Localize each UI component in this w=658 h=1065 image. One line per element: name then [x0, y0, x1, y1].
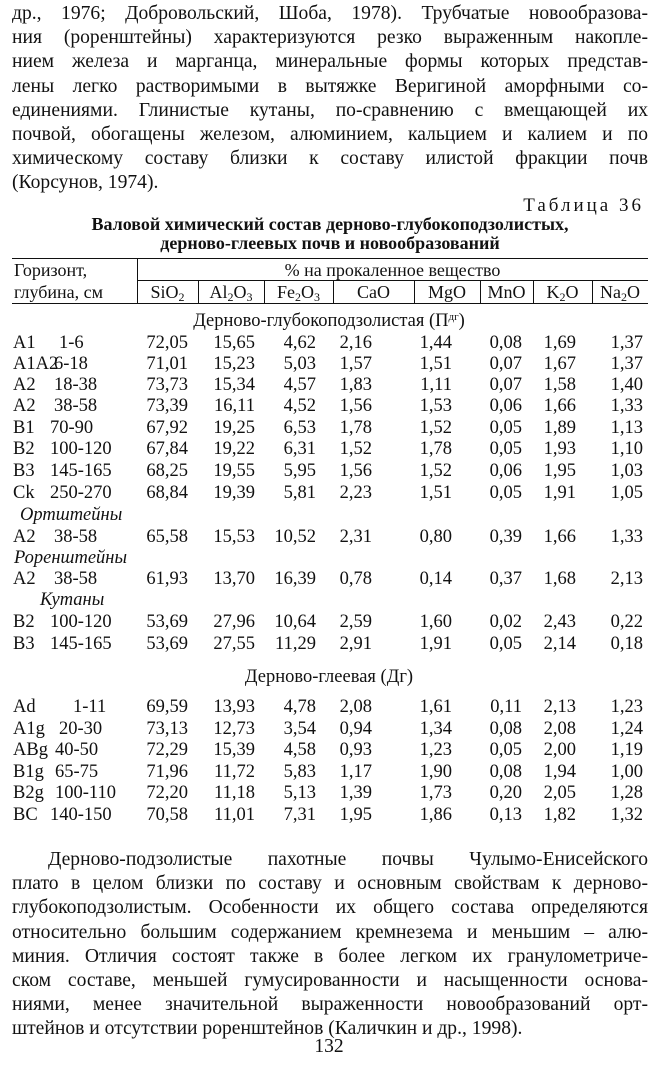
table-row — [0, 762, 658, 783]
value-cell: 16,11 — [214, 396, 255, 416]
horizon-name: ABg — [13, 740, 48, 760]
value-cell: 1,51 — [419, 354, 452, 374]
paragraph-line: нием железа и марганца, минеральные формы которых представ- — [12, 51, 648, 73]
value-cell: 72,20 — [146, 783, 188, 803]
value-cell: 10,64 — [274, 612, 316, 632]
horizon-depth: 145-165 — [50, 461, 112, 481]
paragraph-line: лены легко растворимыми в вытяжке Веригиной аморфными со- — [12, 75, 648, 97]
value-cell: 1,86 — [419, 805, 452, 825]
table-row — [0, 719, 658, 740]
horizon-depth: 100-110 — [55, 783, 116, 803]
value-cell: 5,83 — [283, 762, 316, 782]
value-cell: 15,23 — [213, 354, 255, 374]
value-cell: 68,84 — [146, 483, 188, 503]
value-cell: 1,39 — [339, 783, 372, 803]
value-cell: 19,25 — [213, 418, 255, 438]
paragraph-line: Дерново-подзолистые пахотные почвы Чулымо-Енисейского — [48, 849, 648, 870]
value-cell: 0,37 — [489, 569, 522, 589]
value-cell: 2,14 — [543, 634, 576, 654]
formula-subscript: 2 — [178, 290, 185, 304]
value-cell: 11,18 — [214, 783, 255, 803]
value-cell: 27,96 — [213, 612, 255, 632]
value-cell: 1,37 — [610, 333, 643, 353]
paragraph-line: плато в целом близки по составу и основным свойствам к дерново- — [12, 873, 648, 895]
value-cell: 1,95 — [339, 805, 372, 825]
value-cell: 1,89 — [543, 418, 576, 438]
formula-base: CaO — [357, 282, 390, 302]
value-cell: 61,93 — [146, 569, 188, 589]
formula-base: Al — [209, 282, 228, 302]
table-row — [0, 569, 658, 590]
value-cell: 73,13 — [146, 719, 188, 739]
horizon-name: A1 — [13, 333, 36, 353]
value-cell: 1,52 — [419, 461, 452, 481]
table-title-line-1: Валовой химический состав дерново-глубокоподзолистых, — [91, 214, 569, 234]
value-cell: 11,72 — [214, 762, 255, 782]
value-cell: 2,91 — [339, 634, 372, 654]
value-cell: 0,22 — [610, 612, 643, 632]
value-cell: 0,78 — [339, 569, 372, 589]
value-cell: 1,19 — [610, 740, 643, 760]
horizon-name: Ad — [13, 697, 36, 717]
table-row — [0, 805, 658, 826]
value-cell: 0,07 — [489, 354, 522, 374]
formula-base: SiO — [150, 282, 179, 302]
value-cell: 0,05 — [489, 634, 522, 654]
paragraph-line: ния (роренштейны) характеризуются резко выраженным накопле- — [12, 27, 648, 49]
soil-type-heading — [0, 667, 658, 688]
table-title-line-2: дерново-глеевых почв и новообразований — [160, 233, 500, 253]
formula-subscript: 2 — [559, 290, 566, 304]
value-cell: 12,73 — [213, 719, 255, 739]
header-horizon-line-1: Горизонт, — [14, 260, 88, 280]
horizon-depth: 145-165 — [50, 634, 112, 654]
formula-base: Fe — [277, 282, 295, 302]
value-cell: 0,18 — [610, 634, 643, 654]
value-cell: 0,14 — [419, 569, 452, 589]
value-cell: 6,31 — [283, 439, 316, 459]
horizon-depth: 6-18 — [54, 354, 88, 374]
header-percent-group: % на прокаленное вещество — [284, 260, 501, 280]
value-cell: 5,95 — [283, 461, 316, 481]
header-horizon-line-2: глубина, см — [14, 282, 104, 302]
value-cell: 2,16 — [339, 333, 372, 353]
formula-subscript: 3 — [314, 290, 320, 304]
table-row — [0, 527, 658, 548]
value-cell: 0,02 — [489, 612, 522, 632]
value-cell: 27,55 — [213, 634, 255, 654]
header-column-7 — [533, 282, 592, 302]
value-cell: 73,73 — [146, 375, 188, 395]
value-cell: 0,39 — [489, 527, 522, 547]
horizon-name: A2 — [13, 396, 36, 416]
value-cell: 2,59 — [339, 612, 372, 632]
value-cell: 0,05 — [489, 439, 522, 459]
horizon-depth: 65-75 — [55, 762, 99, 782]
value-cell: 72,05 — [146, 333, 188, 353]
value-cell: 1,83 — [339, 375, 372, 395]
value-cell: 1,53 — [419, 396, 452, 416]
value-cell: 2,13 — [543, 697, 576, 717]
value-cell: 1,68 — [543, 569, 576, 589]
horizon-depth: 1-6 — [59, 333, 84, 353]
value-cell: 67,84 — [146, 439, 188, 459]
value-cell: 0,80 — [419, 527, 452, 547]
value-cell: 1,57 — [339, 354, 372, 374]
value-cell: 2,23 — [339, 483, 372, 503]
horizon-depth: 20-30 — [59, 719, 103, 739]
header-bottom-rule — [12, 303, 648, 304]
horizon-depth: 100-120 — [50, 439, 112, 459]
horizon-name: A1g — [13, 719, 45, 739]
value-cell: 2,05 — [543, 783, 576, 803]
value-cell: 4,58 — [283, 740, 316, 760]
value-cell: 3,54 — [283, 719, 316, 739]
horizon-depth: 70-90 — [50, 418, 94, 438]
value-cell: 1,95 — [543, 461, 576, 481]
value-cell: 69,59 — [146, 697, 188, 717]
value-cell: 1,66 — [543, 396, 576, 416]
horizon-name: A2 — [13, 375, 36, 395]
value-cell: 0,06 — [489, 396, 522, 416]
horizon-name: B1g — [13, 762, 44, 782]
table-row — [0, 418, 658, 439]
horizon-name: B2g — [13, 783, 44, 803]
value-cell: 1,91 — [419, 634, 452, 654]
formula-base: Na — [600, 282, 621, 302]
value-cell: 11,01 — [214, 805, 255, 825]
value-cell: 0,08 — [489, 333, 522, 353]
horizon-depth: 18-38 — [54, 375, 98, 395]
value-cell: 15,53 — [213, 527, 255, 547]
value-cell: 71,01 — [146, 354, 188, 374]
horizon-depth: 250-270 — [50, 483, 112, 503]
value-cell: 13,70 — [213, 569, 255, 589]
value-cell: 1,67 — [543, 354, 576, 374]
formula-tail: O — [627, 282, 640, 302]
value-cell: 4,62 — [283, 333, 316, 353]
value-cell: 1,93 — [543, 439, 576, 459]
header-column-6 — [480, 282, 533, 302]
table-row — [0, 354, 658, 375]
value-cell: 70,58 — [146, 805, 188, 825]
value-cell: 1,78 — [339, 418, 372, 438]
value-cell: 71,96 — [146, 762, 188, 782]
value-cell: 16,39 — [274, 569, 316, 589]
value-cell: 2,08 — [543, 719, 576, 739]
value-cell: 1,03 — [610, 461, 643, 481]
value-cell: 2,13 — [610, 569, 643, 589]
value-cell: 1,33 — [610, 527, 643, 547]
horizon-name: BC — [13, 805, 38, 825]
value-cell: 1,61 — [419, 697, 452, 717]
soil-type-index: дг — [448, 311, 459, 323]
horizon-name: A2 — [13, 569, 36, 589]
value-cell: 1,52 — [339, 439, 372, 459]
value-cell: 0,94 — [339, 719, 372, 739]
value-cell: 4,57 — [283, 375, 316, 395]
horizon-name: B2 — [13, 439, 35, 459]
header-column-2 — [198, 282, 264, 302]
header-column-5 — [414, 282, 480, 302]
value-cell: 53,69 — [146, 634, 188, 654]
value-cell: 2,31 — [339, 527, 372, 547]
value-cell: 1,28 — [610, 783, 643, 803]
value-cell: 5,81 — [283, 483, 316, 503]
page-number: 132 — [314, 1036, 344, 1057]
value-cell: 11,29 — [275, 634, 316, 654]
horizon-name: B1 — [13, 418, 35, 438]
value-cell: 1,10 — [610, 439, 643, 459]
value-cell: 67,92 — [146, 418, 188, 438]
value-cell: 1,91 — [543, 483, 576, 503]
formula-base: K — [546, 282, 560, 302]
table-row — [0, 634, 658, 655]
horizon-name: A1A2 — [13, 354, 59, 374]
value-cell: 0,08 — [489, 719, 522, 739]
table-row — [0, 461, 658, 482]
formula-subscript: 2 — [621, 290, 627, 304]
value-cell: 1,73 — [419, 783, 452, 803]
value-cell: 1,56 — [339, 396, 372, 416]
formation-subheading: Роренштейны — [14, 548, 128, 568]
value-cell: 15,65 — [213, 333, 255, 353]
header-column-8 — [592, 282, 648, 302]
paragraph-line: штейнов и отсутствии роренштейнов (Каличкин и др., 1998). — [12, 1018, 523, 1040]
value-cell: 5,03 — [283, 354, 316, 374]
header-inner-rule — [137, 280, 648, 281]
value-cell: 1,23 — [610, 697, 643, 717]
formula-tail: O — [565, 282, 579, 302]
horizon-depth: 38-58 — [54, 569, 98, 589]
paragraph-line: химическому составу близки к составу илистой фракции почв — [12, 148, 648, 170]
value-cell: 1,94 — [543, 762, 576, 782]
horizon-depth: 140-150 — [50, 805, 112, 825]
value-cell: 1,37 — [610, 354, 643, 374]
paragraph-line: глубокоподзолистым. Особенности их общего состава определяются — [12, 897, 648, 919]
value-cell: 1,52 — [419, 418, 452, 438]
value-cell: 1,90 — [419, 762, 452, 782]
horizon-name: B3 — [13, 634, 35, 654]
value-cell: 1,66 — [543, 527, 576, 547]
formula-subscript: 3 — [246, 290, 253, 304]
paragraph-line: (Корсунов, 1974). — [12, 172, 159, 194]
value-cell: 2,00 — [543, 740, 576, 760]
value-cell: 0,05 — [489, 418, 522, 438]
table-row — [0, 612, 658, 633]
table-row — [0, 375, 658, 396]
value-cell: 73,39 — [146, 396, 188, 416]
table-row — [0, 483, 658, 504]
value-cell: 1,40 — [610, 375, 643, 395]
value-cell: 1,78 — [419, 439, 452, 459]
value-cell: 0,93 — [339, 740, 372, 760]
value-cell: 0,08 — [489, 762, 522, 782]
value-cell: 0,06 — [489, 461, 522, 481]
table-row — [0, 783, 658, 804]
value-cell: 1,33 — [610, 396, 643, 416]
value-cell: 1,56 — [339, 461, 372, 481]
paragraph-line: ниями, менее значительной выраженности новообразований орт- — [12, 994, 648, 1016]
table-row — [0, 740, 658, 761]
value-cell: 65,58 — [146, 527, 188, 547]
horizon-name: B2 — [13, 612, 35, 632]
value-cell: 1,11 — [420, 375, 452, 395]
value-cell: 2,08 — [339, 697, 372, 717]
value-cell: 1,13 — [610, 418, 643, 438]
horizon-depth: 38-58 — [54, 396, 98, 416]
paragraph-line: почвой, обогащены железом, алюминием, кальцием и калием и по — [12, 124, 648, 146]
value-cell: 15,39 — [213, 740, 255, 760]
paragraph-line: единениями. Глинистые кутаны, по-сравнению с вмещающей их — [12, 99, 648, 121]
table-number-label: Таблица 36 — [523, 195, 644, 216]
header-column-3 — [264, 282, 333, 302]
horizon-depth: 1-11 — [73, 697, 107, 717]
value-cell: 4,52 — [283, 396, 316, 416]
formula-tail: O — [301, 282, 314, 302]
header-column-1 — [137, 282, 198, 302]
intro-paragraph — [12, 2, 648, 196]
table-top-rule — [12, 258, 648, 259]
value-cell: 0,20 — [489, 783, 522, 803]
paragraph-line: относительно большим содержанием кремнезема и меньшим – алю- — [12, 921, 648, 943]
paragraph-line: др., 1976; Добровольский, Шоба, 1978). Трубчатые новообразова- — [12, 3, 648, 24]
value-cell: 1,17 — [339, 762, 372, 782]
formula-subscript: 2 — [295, 290, 301, 304]
table-row — [0, 697, 658, 718]
value-cell: 6,53 — [283, 418, 316, 438]
value-cell: 68,25 — [146, 461, 188, 481]
formula-base: MgO — [427, 282, 466, 302]
value-cell: 1,34 — [419, 719, 452, 739]
value-cell: 1,82 — [543, 805, 576, 825]
value-cell: 1,51 — [419, 483, 452, 503]
value-cell: 2,43 — [543, 612, 576, 632]
table-row — [0, 439, 658, 460]
value-cell: 5,13 — [283, 783, 316, 803]
value-cell: 1,05 — [610, 483, 643, 503]
paragraph-line: ском составе, меньшей гумусированности и насыщенности основа- — [12, 970, 648, 992]
value-cell: 1,00 — [610, 762, 643, 782]
soil-type-name: Дерново-глубокоподзолистая (П — [193, 311, 449, 331]
value-cell: 7,31 — [283, 805, 316, 825]
value-cell: 1,69 — [543, 333, 576, 353]
horizon-depth: 100-120 — [50, 612, 112, 632]
value-cell: 10,52 — [274, 527, 316, 547]
value-cell: 4,78 — [283, 697, 316, 717]
value-cell: 0,07 — [489, 375, 522, 395]
header-column-4 — [333, 282, 414, 302]
value-cell: 1,32 — [610, 805, 643, 825]
table-row — [0, 333, 658, 354]
horizon-name: A2 — [13, 527, 36, 547]
value-cell: 0,05 — [489, 740, 522, 760]
formula-subscript: 2 — [227, 290, 234, 304]
formation-subheading: Ортштейны — [20, 505, 123, 525]
paragraph-line: миния. Отличия состоят также в более легком их гранулометриче- — [12, 945, 648, 967]
value-cell: 72,29 — [146, 740, 188, 760]
value-cell: 0,11 — [490, 697, 522, 717]
value-cell: 13,93 — [213, 697, 255, 717]
value-cell: 0,13 — [489, 805, 522, 825]
value-cell: 19,39 — [213, 483, 255, 503]
table-title — [12, 215, 648, 253]
value-cell: 53,69 — [146, 612, 188, 632]
value-cell: 19,55 — [213, 461, 255, 481]
value-cell: 0,05 — [489, 483, 522, 503]
value-cell: 1,24 — [610, 719, 643, 739]
horizon-name: Ck — [13, 483, 35, 503]
formula-tail: O — [233, 282, 247, 302]
soil-type-tail: ) — [458, 311, 465, 331]
horizon-name: B3 — [13, 461, 35, 481]
value-cell: 1,58 — [543, 375, 576, 395]
formation-subheading: Кутаны — [40, 590, 105, 610]
table-header — [12, 258, 648, 304]
formula-base: MnO — [487, 282, 526, 302]
table-row — [0, 396, 658, 417]
value-cell: 1,60 — [419, 612, 452, 632]
soil-type-heading — [0, 311, 658, 332]
value-cell: 1,23 — [419, 740, 452, 760]
value-cell: 1,44 — [419, 333, 452, 353]
closing-paragraph — [12, 848, 648, 1042]
soil-type-name: Дерново-глеевая (Дг) — [244, 667, 414, 687]
horizon-depth: 40-50 — [55, 740, 99, 760]
horizon-depth: 38-58 — [54, 527, 98, 547]
value-cell: 15,34 — [213, 375, 255, 395]
value-cell: 19,22 — [213, 439, 255, 459]
